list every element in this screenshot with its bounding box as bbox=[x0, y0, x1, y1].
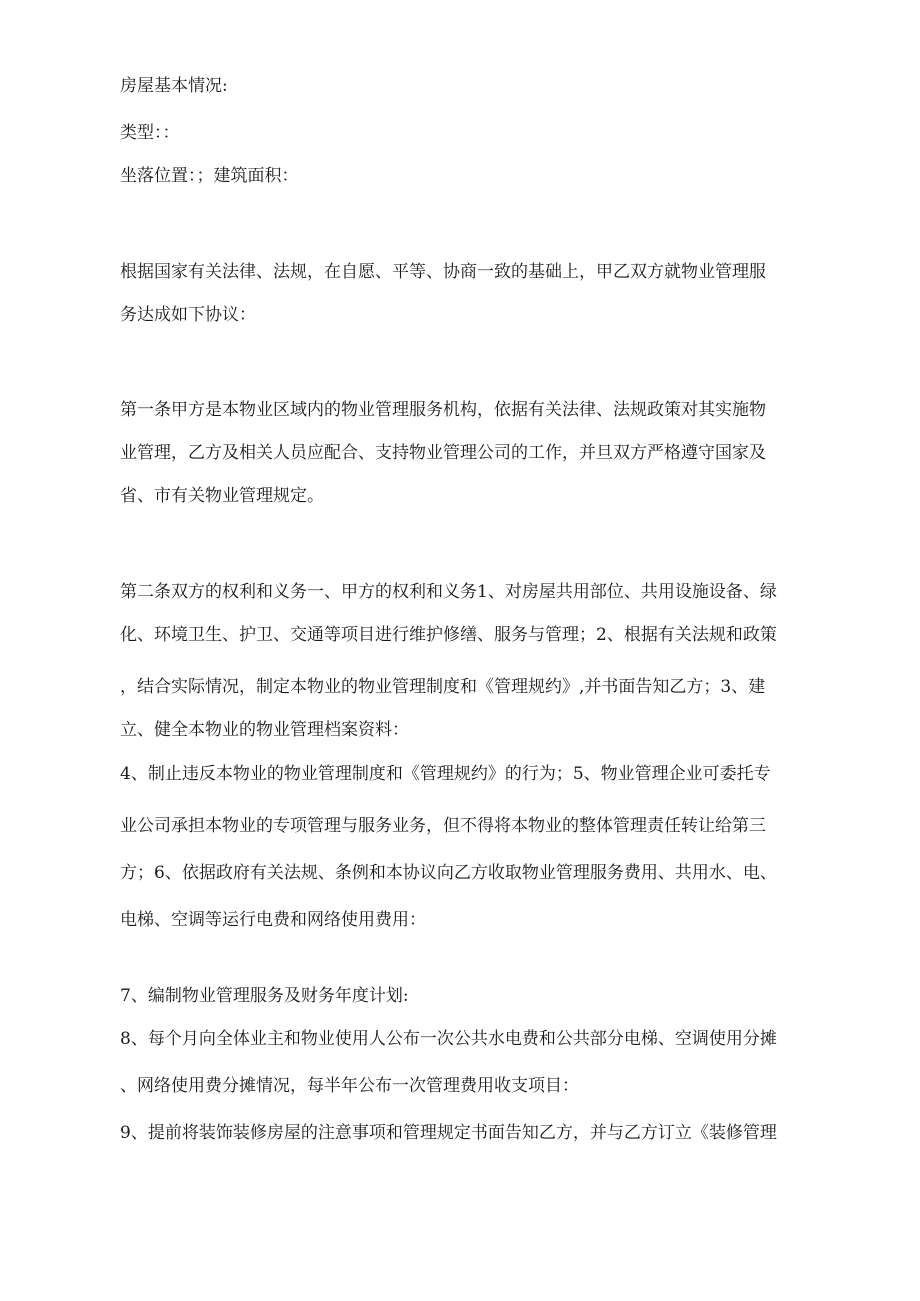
item-8-line-2: 、网络使用费分摊情况，每半年公布一次管理费用收支项目： bbox=[120, 1076, 579, 1096]
item-4-line-1: 4、制止违反本物业的物业管理制度和《管理规约》的行为；5、物业管理企业可委托专 bbox=[120, 764, 771, 784]
item-7: 7、编制物业管理服务及财务年度计划: bbox=[120, 986, 409, 1006]
article-2-line-2: 化、环境卫生、护卫、交通等项目进行维护修缮、服务与管理；2、根据有关法规和政策 bbox=[120, 625, 777, 645]
item-4-line-4: 电梯、空调等运行电费和网络使用费用： bbox=[120, 910, 426, 930]
item-9-line-1: 9、提前将装饰装修房屋的注意事项和管理规定书面告知乙方，并与乙方订立《装修管理 bbox=[120, 1123, 777, 1143]
article-2-line-3: ，结合实际情况，制定本物业的物业管理制度和《管理规约》,并书面告知乙方；3、建 bbox=[120, 677, 766, 697]
article-1-line-2: 业管理，乙方及相关人员应配合、支持物业管理公司的工作，并旦双方严格遵守国家及 bbox=[120, 443, 766, 463]
heading-house-basic-info: 房屋基本情况: bbox=[120, 76, 228, 96]
article-1-line-1: 第一条甲方是本物业区域内的物业管理服务机构，依据有关法律、法规政策对其实施物 bbox=[120, 400, 766, 420]
article-1-line-3: 省、市有关物业管理规定。 bbox=[120, 486, 324, 506]
paragraph-preamble-line-1: 根据国家有关法律、法规，在自愿、平等、协商一致的基础上，甲乙双方就物业管理服 bbox=[120, 262, 766, 282]
article-2-line-1: 第二条双方的权利和义务一、甲方的权利和义务1、对房屋共用部位、共用设施设备、绿 bbox=[120, 582, 777, 602]
field-type: 类型：： bbox=[120, 123, 180, 143]
item-8-line-1: 8、每个月向全体业主和物业使用人公布一次公共水电费和公共部分电梯、空调使用分摊 bbox=[120, 1029, 777, 1049]
field-location-area: 坐落位置：；建筑面积： bbox=[120, 166, 299, 186]
item-4-line-2: 业公司承担本物业的专项管理与服务业务，但不得将本物业的整体管理责任转让给第三 bbox=[120, 816, 766, 836]
article-2-line-4: 立、健全本物业的物业管理档案资料： bbox=[120, 720, 409, 740]
paragraph-preamble-line-2: 务达成如下协议： bbox=[120, 305, 256, 325]
item-4-line-3: 方；6、依据政府有关法规、条例和本协议向乙方收取物业管理服务费用、共用水、电、 bbox=[120, 863, 777, 883]
